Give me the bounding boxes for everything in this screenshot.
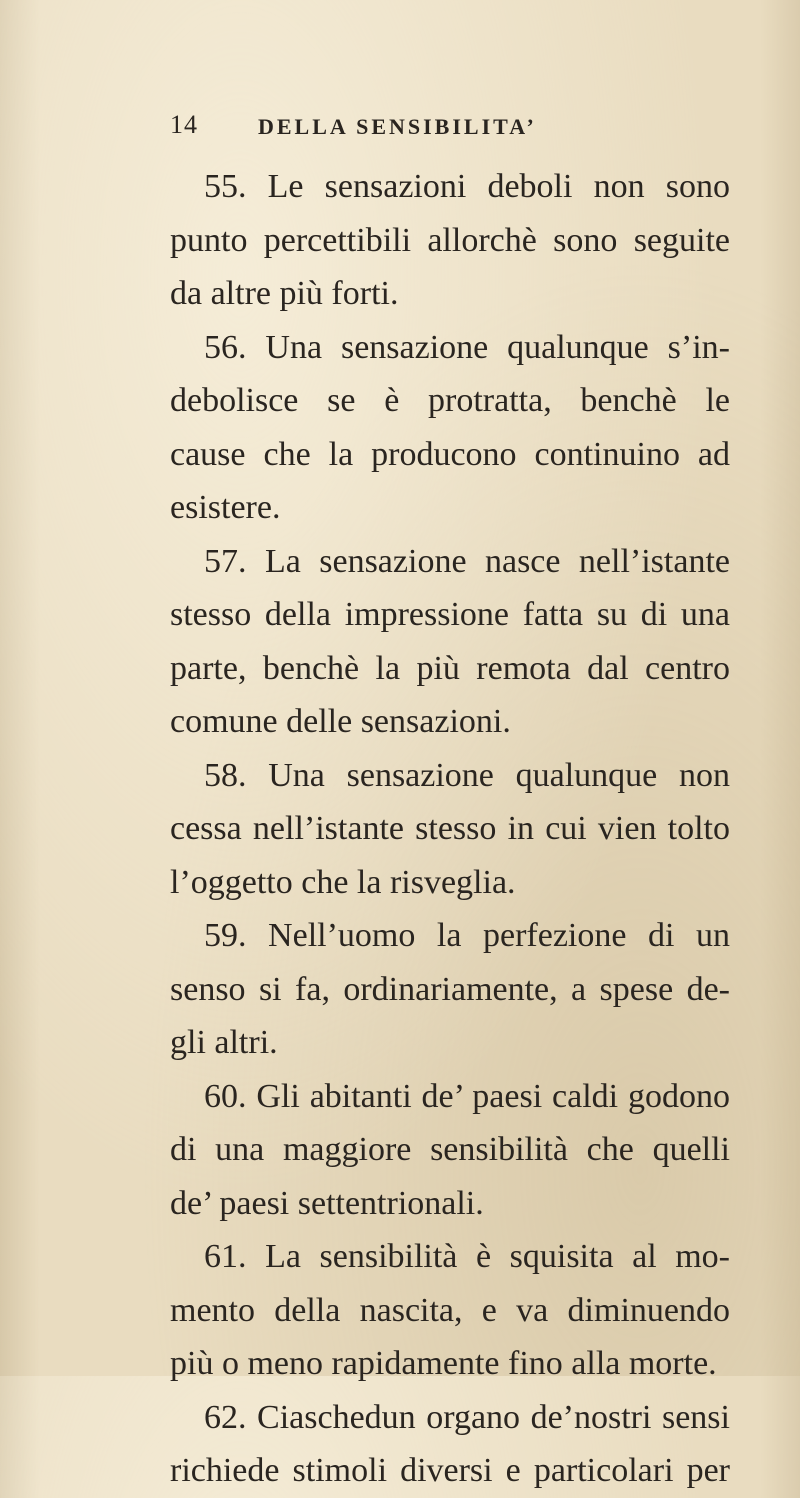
text-line: da altre più forti. bbox=[170, 275, 399, 312]
text-line: esistere. bbox=[170, 489, 281, 526]
text-line: de’ paesi settentrionali. bbox=[170, 1184, 484, 1222]
text-line: senso si fa, ordinariamente, a spese de- bbox=[170, 970, 730, 1008]
text-line: 61. La sensibilità è squisita al mo- bbox=[204, 1238, 730, 1275]
text-line: 59. Nell’uomo la perfezione di un bbox=[204, 917, 730, 954]
text-line: punto percettibili allorchè sono seguite bbox=[170, 221, 730, 259]
text-line: comune delle sensazioni. bbox=[170, 703, 511, 740]
text-line: 57. La sensazione nasce nell’istante bbox=[204, 542, 730, 580]
text-line: parte, benchè la più remota dal centro bbox=[170, 649, 730, 687]
text-line: gli altri. bbox=[170, 1024, 278, 1061]
text-line: mento della nascita, e va diminuendo bbox=[170, 1291, 730, 1329]
running-title: DELLA SENSIBILITA’ bbox=[258, 114, 537, 139]
text-line: richiede stimoli diversi e particolari per bbox=[170, 1452, 730, 1489]
text-line: più o meno rapidamente fino alla morte. bbox=[170, 1345, 717, 1382]
text-line: 55. Le sensazioni deboli non sono bbox=[204, 168, 730, 205]
body-text bbox=[170, 160, 730, 1498]
text-line: cessa nell’istante stesso in cui vien tolto bbox=[170, 810, 730, 847]
text-line: cause che la producono continuino ad bbox=[170, 435, 730, 473]
text-line: 56. Una sensazione qualunque s’in- bbox=[204, 328, 730, 366]
text-line: stesso della impressione fatta su di una bbox=[170, 596, 730, 633]
page-number: 14 bbox=[170, 110, 198, 139]
text-line: 60. Gli abitanti de’ paesi caldi godono bbox=[204, 1077, 730, 1115]
running-head bbox=[170, 110, 730, 150]
text-line: 62. Ciaschedun organo de’nostri sensi bbox=[204, 1398, 730, 1436]
text-line: di una maggiore sensibilità che quelli bbox=[170, 1131, 730, 1168]
text-line: debolisce se è protratta, benchè le bbox=[170, 382, 730, 419]
text-line: l’oggetto che la risveglia. bbox=[170, 863, 516, 901]
text-line: 58. Una sensazione qualunque non bbox=[204, 756, 730, 794]
